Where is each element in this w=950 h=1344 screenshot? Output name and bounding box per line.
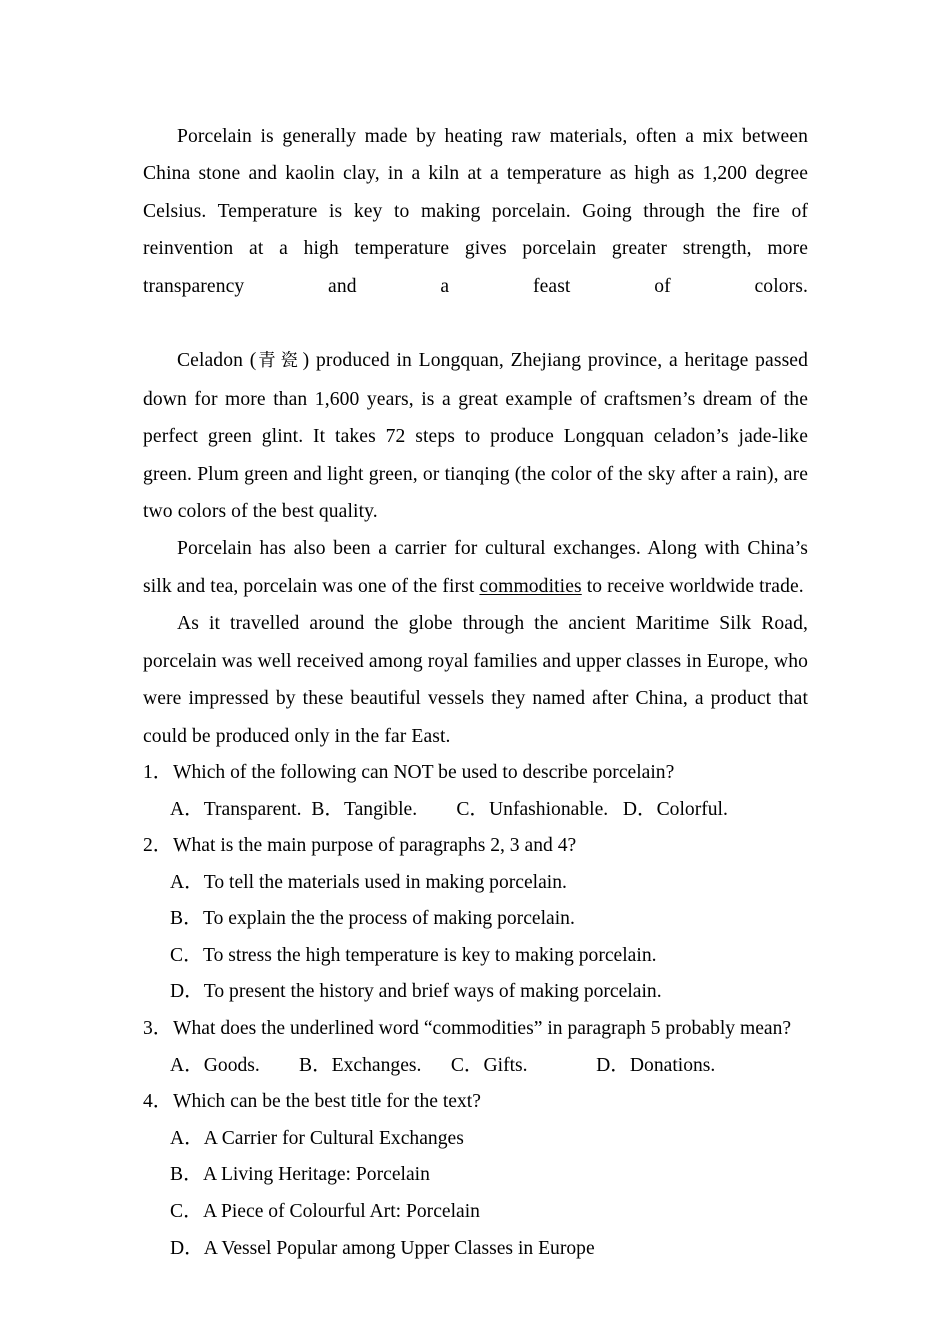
question-4-stem (143, 1084, 808, 1121)
underlined-word-commodities: commodities (479, 575, 582, 597)
option-letter: A． (170, 871, 204, 893)
option-text: A Vessel Popular among Upper Classes in Europe (203, 1237, 595, 1259)
option-text: To explain the the process of making porcelain. (203, 908, 575, 930)
option-text: A Living Heritage: Porcelain (203, 1164, 430, 1186)
question-4-option-c[interactable] (143, 1194, 808, 1231)
option-text: A Carrier for Cultural Exchanges (203, 1127, 464, 1149)
question-3-options-row[interactable]: A．Goods. B．Exchanges. C．Gifts. D．Donations. (170, 1054, 716, 1076)
option-text: To present the history and brief ways of making porcelain. (203, 981, 662, 1003)
question-2-option-a[interactable] (143, 865, 808, 902)
paragraph-3-after: to receive worldwide trade. (581, 575, 804, 597)
option-letter: C． (170, 944, 203, 966)
passage-paragraph-4 (143, 605, 808, 755)
question-block-4 (143, 1084, 808, 1267)
paragraph-1-text: Porcelain is generally made by heating raw materials, often a mix between China stone and kaolin clay, in a kiln at a temperature as high as 1,200 degree Celsius. Temperature is key to making porcelain. Going through the fire of reinvention at a high temperature gives porcelain greater strength, more transparency and a feast of colors. (143, 126, 808, 297)
question-2-option-b[interactable] (143, 901, 808, 938)
question-4-text: Which can be the best title for the text? (173, 1091, 481, 1113)
passage-paragraph-3 (143, 530, 808, 605)
paragraph-2-text: ) produced in Longquan, Zhejiang province, a heritage passed down for more than 1,600 years, is a great example of craftsmen’s dream of the perfect green glint. It takes 72 steps to produce Longquan celadon’s jade-like green. Plum green and light green, or tianqing (the color of the sky after a rain), are two colors of the best quality. (143, 350, 808, 523)
option-text: To stress the high temperature is key to making porcelain. (203, 944, 657, 966)
question-4-option-a[interactable] (143, 1121, 808, 1158)
question-2-option-c[interactable] (143, 938, 808, 975)
question-2-text: What is the main purpose of paragraphs 2, 3 and 4? (173, 835, 577, 857)
paragraph-2-lead: Celadon ( (177, 350, 257, 372)
option-letter: B． (170, 908, 203, 930)
option-letter: D． (170, 1237, 204, 1259)
paragraph-3-before: Porcelain has also been a carrier for cultural exchanges. Along with China’s silk and tea, porcelain was one of the first (143, 538, 808, 597)
question-2-option-d[interactable] (143, 974, 808, 1011)
question-1-stem (143, 755, 808, 792)
question-1-options-row[interactable]: A．Transparent. B．Tangible. C．Unfashionable. D．Colorful. (170, 798, 728, 820)
chinese-term-qingci: 青瓷 (256, 351, 303, 372)
question-4-number: 4． (143, 1091, 173, 1113)
question-1-text: Which of the following can NOT be used to describe porcelain? (173, 761, 675, 783)
question-4-option-d[interactable] (143, 1231, 808, 1268)
option-text: A Piece of Colourful Art: Porcelain (203, 1201, 480, 1223)
passage-paragraph-2 (143, 342, 808, 530)
question-block-2 (143, 828, 808, 1011)
questions-section (143, 755, 808, 1267)
question-3-number: 3． (143, 1018, 173, 1040)
question-3-stem (143, 1011, 808, 1048)
question-block-1 (143, 755, 808, 828)
question-2-stem (143, 828, 808, 865)
option-letter: A． (170, 1127, 204, 1149)
question-3-text: What does the underlined word “commodities” in paragraph 5 probably mean? (173, 1018, 792, 1040)
question-1-number: 1． (143, 761, 173, 783)
question-2-number: 2． (143, 835, 173, 857)
option-letter: C． (170, 1201, 203, 1223)
option-letter: D． (170, 981, 204, 1003)
document-body (143, 118, 808, 1267)
option-text: To tell the materials used in making porcelain. (203, 871, 567, 893)
question-block-3 (143, 1011, 808, 1084)
option-letter: B． (170, 1164, 203, 1186)
passage-paragraph-1 (143, 118, 808, 342)
paragraph-4-text: As it travelled around the globe through the ancient Maritime Silk Road, porcelain was well received among royal families and upper classes in Europe, who were impressed by these beautiful vessels they named after China, a product that could be produced only in the far East. (143, 613, 808, 747)
question-4-option-b[interactable] (143, 1157, 808, 1194)
